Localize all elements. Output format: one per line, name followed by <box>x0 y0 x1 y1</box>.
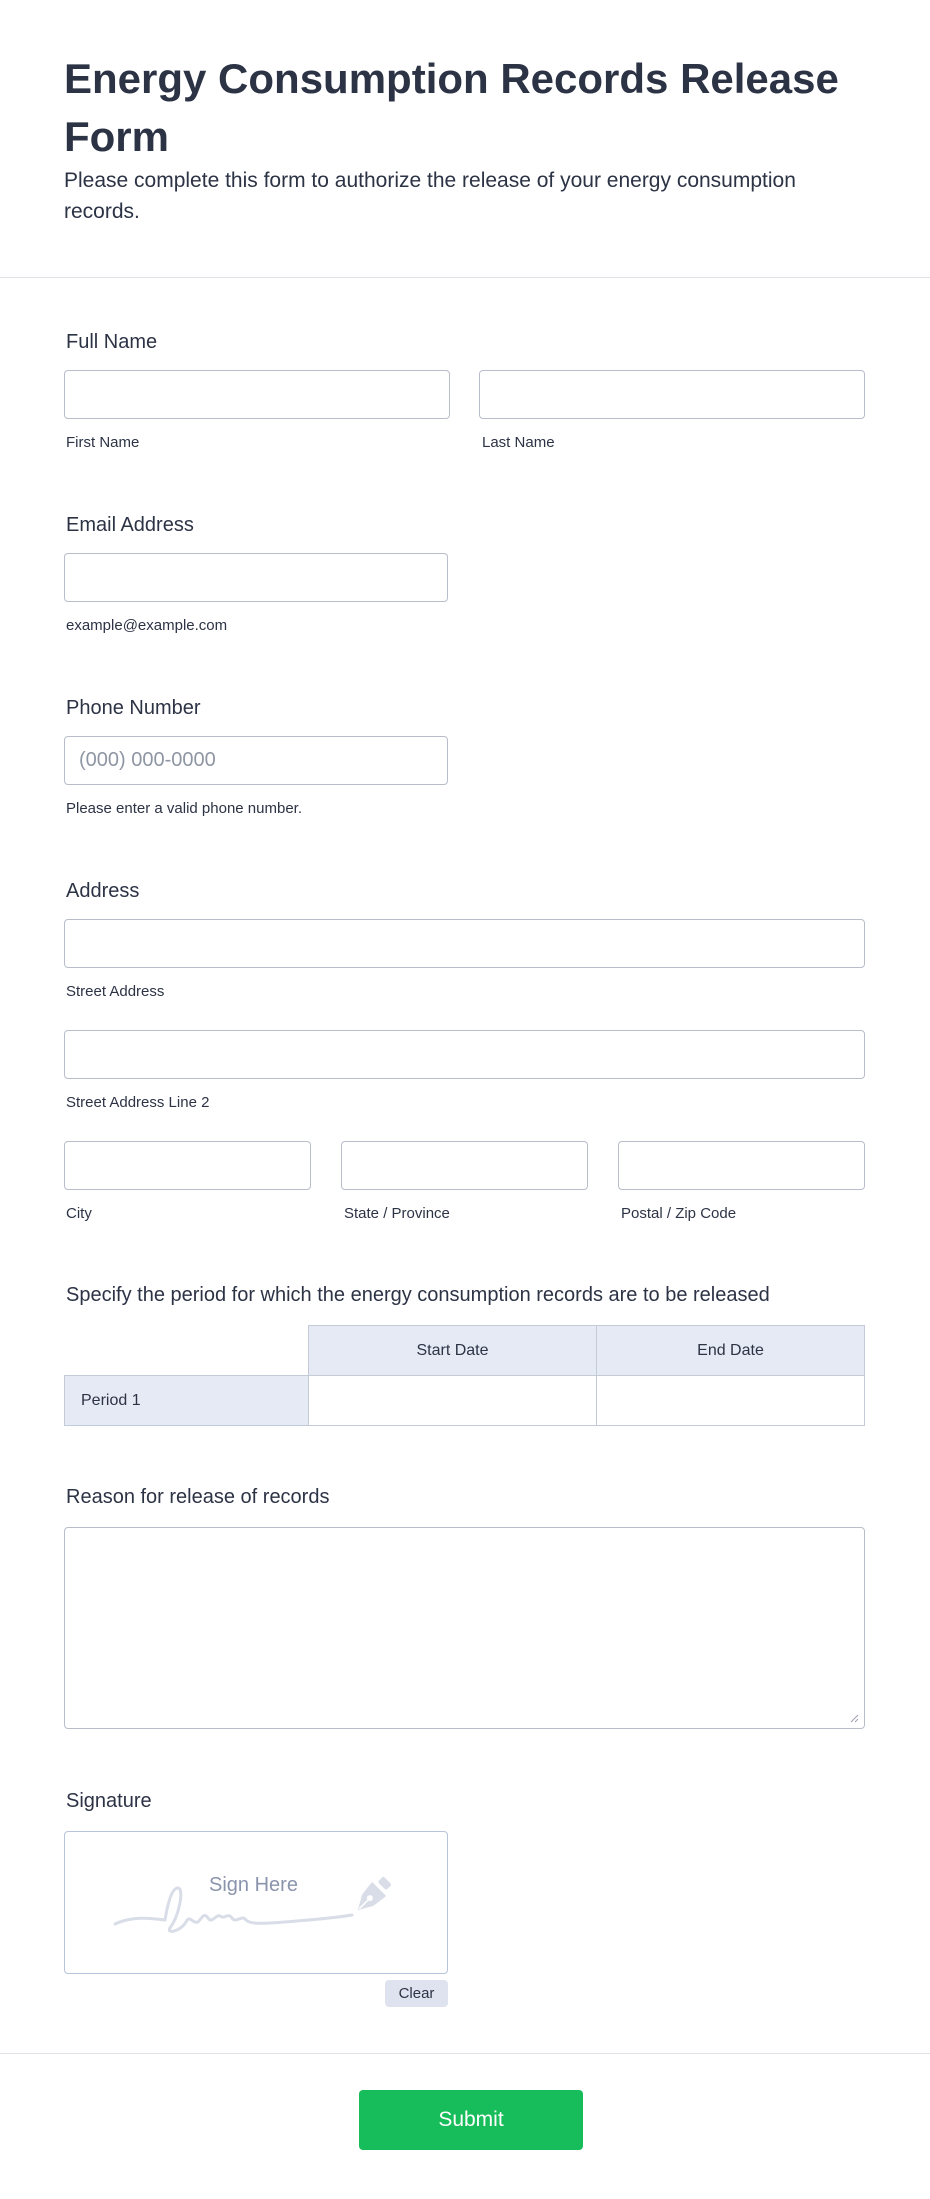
column-header-start-date: Start Date <box>308 1325 597 1376</box>
first-name-input[interactable] <box>64 370 450 419</box>
signature-placeholder: Sign Here <box>209 1874 298 1896</box>
signature-label: Signature <box>66 1790 152 1812</box>
email-label: Email Address <box>66 514 194 536</box>
phone-sublabel: Please enter a valid phone number. <box>66 800 302 817</box>
street-address-sublabel: Street Address <box>66 983 165 1000</box>
resize-grip-icon[interactable] <box>849 1713 859 1723</box>
period-label: Specify the period for which the energy consumption records are to be released <box>66 1284 770 1306</box>
period-1-end-date-cell[interactable] <box>596 1375 865 1426</box>
period-1-start-date-cell[interactable] <box>308 1375 597 1426</box>
row-label-period-1: Period 1 <box>64 1375 309 1426</box>
city-sublabel: City <box>66 1205 92 1222</box>
footer-divider <box>0 2053 930 2054</box>
page-subtitle: Please complete this form to authorize the release of your energy consumption records. <box>64 169 796 223</box>
period-table <box>64 1325 865 1426</box>
email-input[interactable] <box>64 553 448 602</box>
reason-label: Reason for release of records <box>66 1486 330 1508</box>
page-title: Energy Consumption Records Release Form <box>64 55 839 160</box>
street-address-line2-input[interactable] <box>64 1030 865 1079</box>
submit-button[interactable]: Submit <box>359 2090 583 2150</box>
full-name-label: Full Name <box>66 331 158 353</box>
state-input[interactable] <box>341 1141 588 1190</box>
phone-label: Phone Number <box>66 697 201 719</box>
reason-textarea[interactable] <box>64 1527 865 1729</box>
pen-nib-icon <box>348 1872 396 1920</box>
street-address-input[interactable] <box>64 919 865 968</box>
street-address-line2-sublabel: Street Address Line 2 <box>66 1094 210 1111</box>
column-header-end-date: End Date <box>596 1325 865 1376</box>
postal-code-sublabel: Postal / Zip Code <box>621 1205 737 1222</box>
address-label: Address <box>66 880 140 902</box>
postal-code-input[interactable] <box>618 1141 865 1190</box>
city-input[interactable] <box>64 1141 311 1190</box>
state-sublabel: State / Province <box>344 1205 450 1222</box>
last-name-sublabel: Last Name <box>482 434 555 451</box>
last-name-input[interactable] <box>479 370 865 419</box>
form-header <box>0 0 930 278</box>
first-name-sublabel: First Name <box>66 434 140 451</box>
email-sublabel: example@example.com <box>66 617 228 634</box>
phone-input[interactable] <box>64 736 448 785</box>
clear-signature-button[interactable]: Clear <box>385 1980 448 2007</box>
